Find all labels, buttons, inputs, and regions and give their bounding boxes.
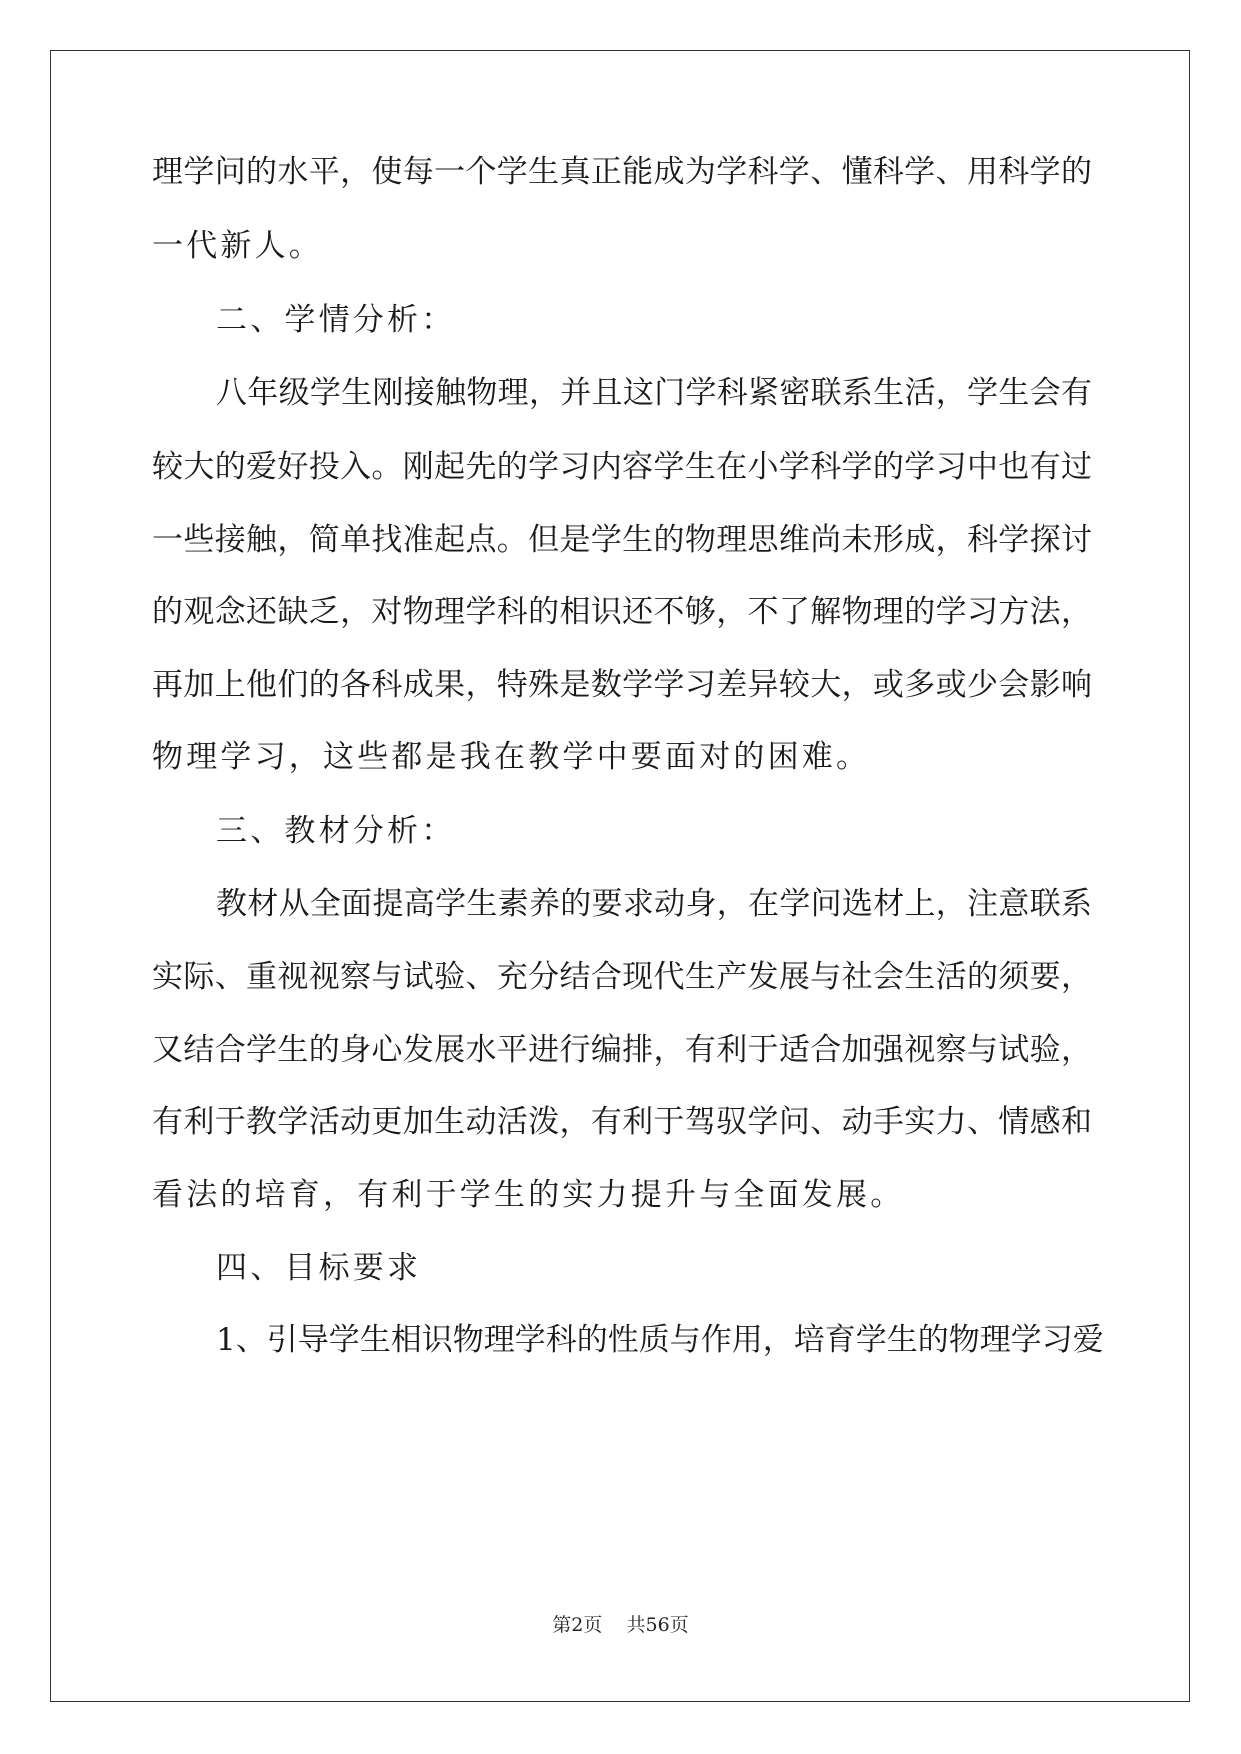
paragraph-line: 教材从全面提高学生素养的要求动身，在学问选材上，注意联系 xyxy=(216,886,1092,922)
page-footer xyxy=(0,1613,1241,1637)
paragraph-line: 较大的爱好投入。刚起先的学习内容学生在小学科学的学习中也有过 xyxy=(152,449,1092,485)
paragraph-line: 一代新人。 xyxy=(152,228,323,264)
page-border xyxy=(50,50,1190,1702)
paragraph-line: 的观念还缺乏，对物理学科的相识还不够，不了解物理的学习方法， xyxy=(152,594,1092,630)
page-number: 第2页 xyxy=(552,1614,603,1636)
paragraph-line: 1、引导学生相识物理学科的性质与作用，培育学生的物理学习爱 xyxy=(216,1322,1104,1358)
paragraph-line: 有利于教学活动更加生动活泼，有利于驾驭学问、动手实力、情感和 xyxy=(152,1104,1092,1140)
paragraph-line: 实际、重视视察与试验、充分结合现代生产发展与社会生活的须要， xyxy=(152,959,1092,995)
section-heading: 二、学情分析： xyxy=(216,302,456,338)
section-heading: 三、教材分析： xyxy=(216,813,456,849)
section-heading: 四、目标要求 xyxy=(216,1250,422,1286)
paragraph-line: 又结合学生的身心发展水平进行编排，有利于适合加强视察与试验， xyxy=(152,1032,1092,1068)
footer-spacer xyxy=(602,1614,626,1636)
paragraph-line: 理学问的水平，使每一个学生真正能成为学科学、懂科学、用科学的 xyxy=(152,154,1092,190)
total-pages: 共56页 xyxy=(626,1614,689,1636)
paragraph-line: 一些接触，简单找准起点。但是学生的物理思维尚未形成，科学探讨 xyxy=(152,522,1092,558)
paragraph-line: 物理学习，这些都是我在教学中要面对的困难。 xyxy=(152,739,871,775)
paragraph-line: 看法的培育，有利于学生的实力提升与全面发展。 xyxy=(152,1177,905,1213)
paragraph-line: 八年级学生刚接触物理，并且这门学科紧密联系生活，学生会有 xyxy=(216,375,1092,411)
paragraph-line: 再加上他们的各科成果，特殊是数学学习差异较大，或多或少会影响 xyxy=(152,667,1092,703)
